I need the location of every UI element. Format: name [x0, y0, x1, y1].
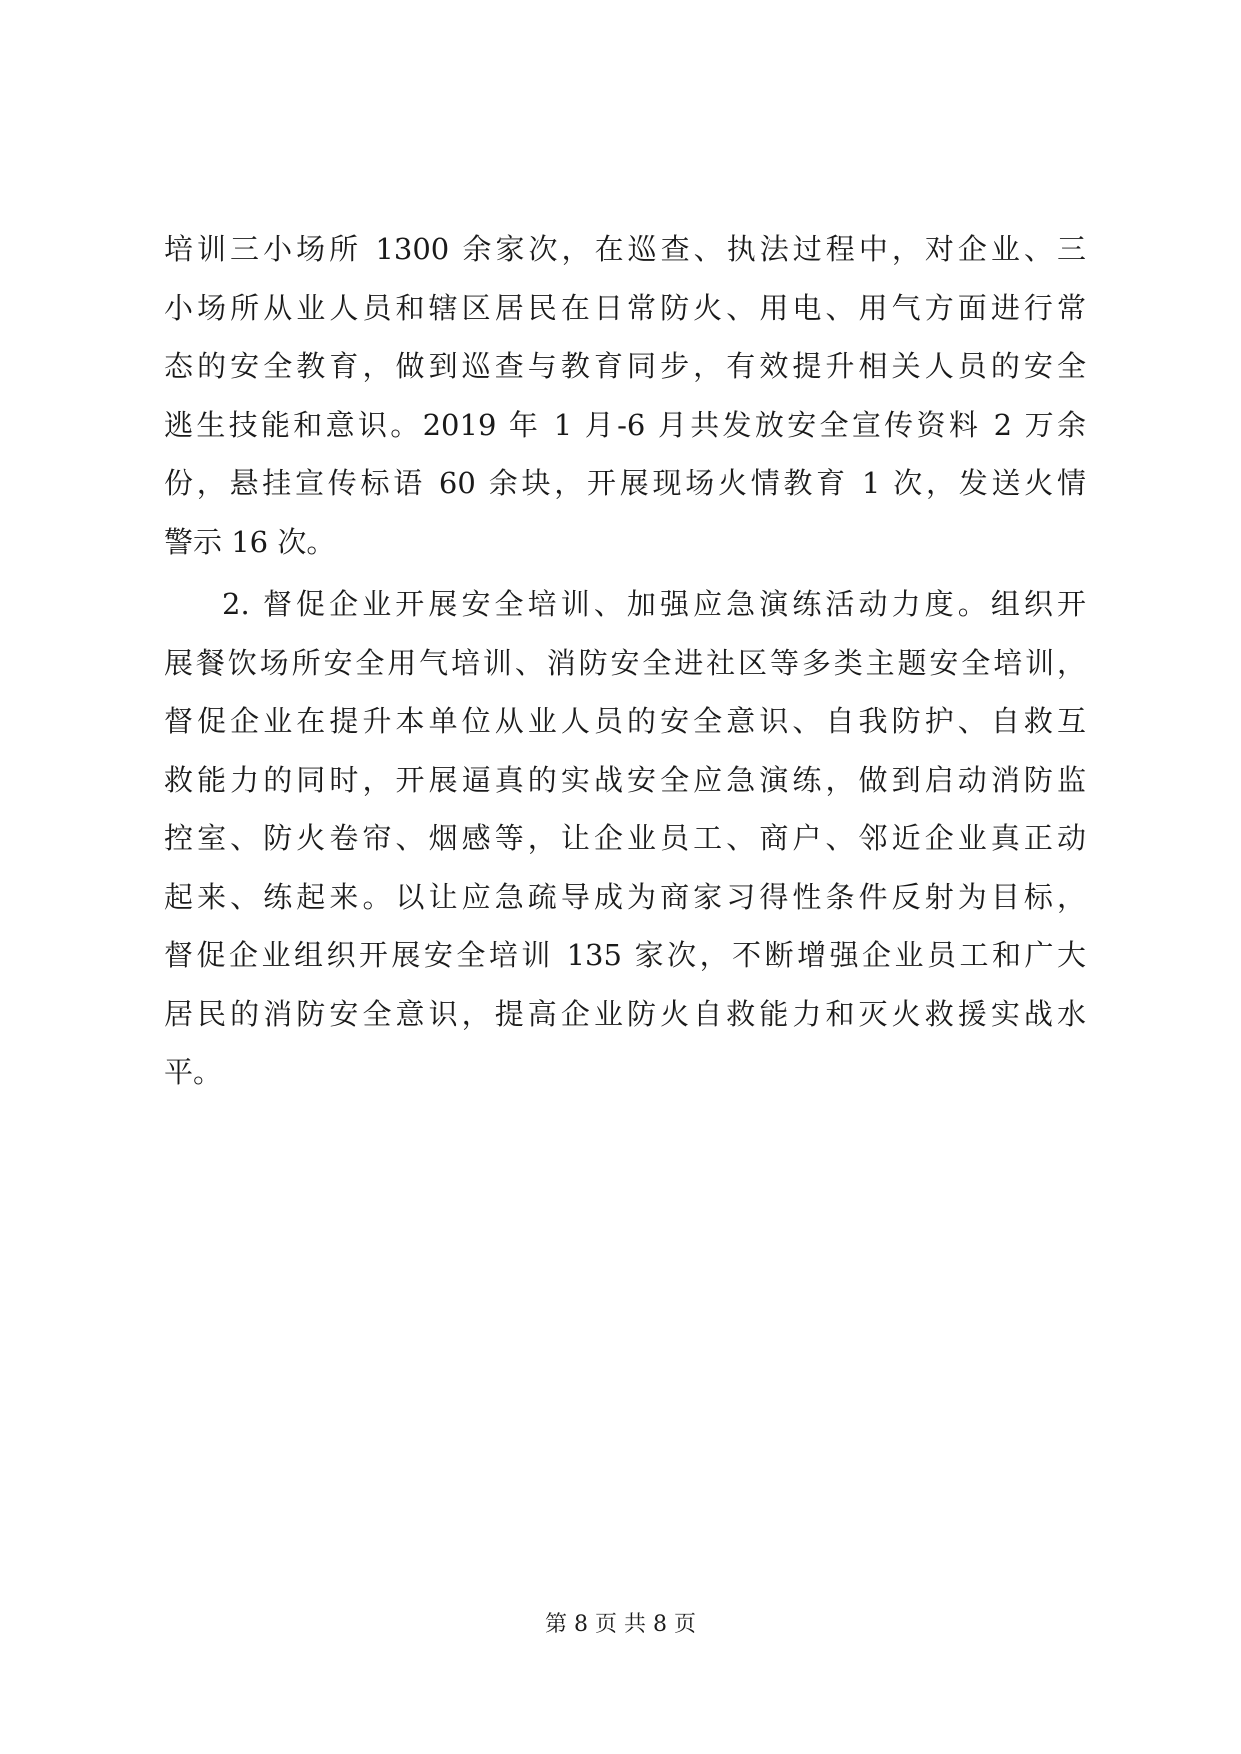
paragraph-line: 督促企业组织开展安全培训 135 家次，不断增强企业员工和广大	[164, 938, 1086, 972]
paragraph-line: 2. 督促企业开展安全培训、加强应急演练活动力度。组织开	[222, 587, 1086, 621]
paragraph-line: 救能力的同时，开展逼真的实战安全应急演练，做到启动消防监	[164, 762, 1086, 797]
paragraph-line: 督促企业在提升本单位从业人员的安全意识、自我防护、自救互	[164, 704, 1086, 738]
paragraph-line: 份，悬挂宣传标语 60 余块，开展现场火情教育 1 次，发送火情	[164, 466, 1086, 500]
page-number-footer: 第 8 页 共 8 页	[545, 1612, 696, 1637]
paragraph-line: 平。	[164, 1055, 223, 1089]
paragraph-line: 小场所从业人员和辖区居民在日常防火、用电、用气方面进行常	[164, 290, 1086, 325]
paragraph-line: 控室、防火卷帘、烟感等，让企业员工、商户、邻近企业真正动	[164, 821, 1086, 855]
paragraph-line: 态的安全教育，做到巡查与教育同步，有效提升相关人员的安全	[164, 349, 1086, 383]
paragraph-2	[164, 575, 1086, 1102]
paragraph-line: 起来、练起来。以让应急疏导成为商家习得性条件反射为目标，	[164, 879, 1086, 914]
paragraph-line: 逃生技能和意识。2019 年 1 月-6 月共发放安全宣传资料 2 万余	[164, 407, 1086, 442]
paragraph-1	[164, 220, 1086, 571]
paragraph-line: 警示 16 次。	[164, 524, 336, 559]
document-body	[164, 220, 1086, 1102]
paragraph-line: 培训三小场所 1300 余家次，在巡查、执法过程中，对企业、三	[164, 232, 1086, 266]
paragraph-line: 展餐饮场所安全用气培训、消防安全进社区等多类主题安全培训，	[164, 645, 1086, 680]
paragraph-line: 居民的消防安全意识，提高企业防火自救能力和灭火救援实战水	[164, 996, 1086, 1031]
